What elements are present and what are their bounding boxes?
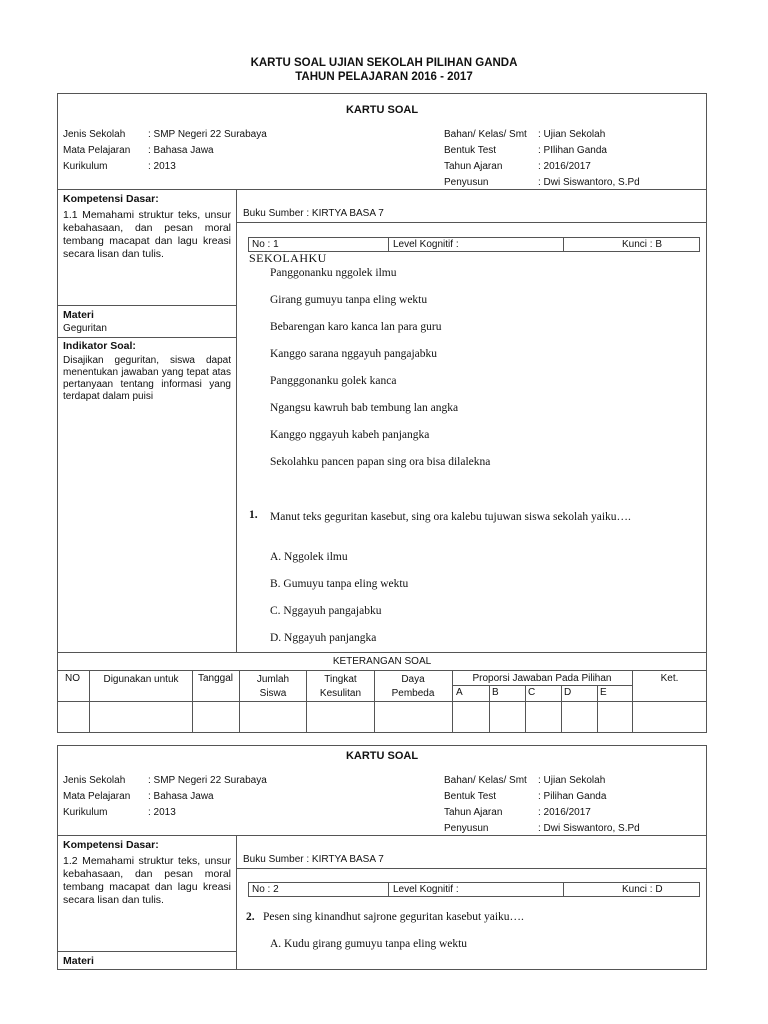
column-divider <box>236 189 237 652</box>
column-divider <box>561 685 562 733</box>
divider <box>57 835 707 836</box>
poem-line: Ngangsu kawruh bab tembung lan angka <box>270 402 459 414</box>
card-title: KARTU SOAL <box>345 750 419 762</box>
column-divider <box>563 237 564 252</box>
kd-title: Kompetensi Dasar: <box>63 193 159 205</box>
choice-b: B <box>492 687 499 698</box>
info-label-bahan: Bahan/ Kelas/ Smt <box>444 775 527 786</box>
info-value-mata-pelajaran: : Bahasa Jawa <box>148 791 214 802</box>
option-d: D. Nggayuh panjangka <box>270 632 377 644</box>
question-text: Pesen sing kinandhut sajrone geguritan kasebut yaiku…. <box>263 911 524 923</box>
info-label-kurikulum: Kurikulum <box>63 807 108 818</box>
poem-line: Kanggo nggayuh kabeh panjangka <box>270 429 430 441</box>
info-value-penyusun: : Dwi Siswantoro, S.Pd <box>538 823 640 834</box>
poem-line: Panggonanku nggolek ilmu <box>270 267 397 279</box>
divider <box>57 951 236 952</box>
buku-sumber: Buku Sumber : KIRTYA BASA 7 <box>243 208 384 219</box>
divider <box>236 868 707 869</box>
column-divider <box>388 237 389 252</box>
kd-title: Kompetensi Dasar: <box>63 839 159 851</box>
poem-line: Sekolahku pancen papan sing ora bisa dilalekna <box>270 456 491 468</box>
kd-text: 1.2 Memahami struktur teks, unsur kebahasaan, dan pesan moral tembang macapat dan lagu kreasi secara lisan dan tulis. <box>63 855 231 906</box>
info-value-penyusun: : Dwi Siswantoro, S.Pd <box>538 177 640 188</box>
column-divider <box>374 670 375 733</box>
col-header-no: NO <box>65 673 80 684</box>
col-header-tanggal: Tanggal <box>197 673 234 684</box>
choice-c: C <box>528 687 536 698</box>
divider <box>236 222 707 223</box>
question-number: No : 2 <box>252 884 279 895</box>
column-divider <box>388 882 389 897</box>
divider <box>57 670 707 671</box>
choice-a: A <box>456 687 463 698</box>
info-label-mata-pelajaran: Mata Pelajaran <box>63 145 131 156</box>
info-value-kurikulum: : 2013 <box>148 161 176 172</box>
info-label-jenis-sekolah: Jenis Sekolah <box>63 775 126 786</box>
info-label-mata-pelajaran: Mata Pelajaran <box>63 791 131 802</box>
page-subtitle: TAHUN PELAJARAN 2016 - 2017 <box>295 71 473 83</box>
poem-line: Girang gumuyu tanpa eling wektu <box>270 294 428 306</box>
option-b: B. Gumuyu tanpa eling wektu <box>270 578 409 590</box>
option-a: A. Nggolek ilmu <box>270 551 348 563</box>
column-divider <box>563 882 564 897</box>
info-value-bentuk-test: : PIlihan Ganda <box>538 145 607 156</box>
page-title: KARTU SOAL UJIAN SEKOLAH PILIHAN GANDA <box>250 57 518 69</box>
info-value-kurikulum: : 2013 <box>148 807 176 818</box>
choice-e: E <box>600 687 607 698</box>
info-label-bentuk-test: Bentuk Test <box>444 791 497 802</box>
info-label-penyusun: Penyusun <box>444 177 489 188</box>
info-value-tahun-ajaran: : 2016/2017 <box>538 161 591 172</box>
info-value-tahun-ajaran: : 2016/2017 <box>538 807 591 818</box>
question-text: Manut teks geguritan kasebut, sing ora kalebu tujuwan siswa sekolah yaiku…. <box>270 511 631 523</box>
info-label-kurikulum: Kurikulum <box>63 161 108 172</box>
divider <box>57 337 236 338</box>
kunci-jawaban: Kunci : B <box>622 239 663 250</box>
poem-line: Bebarengan karo kanca lan para guru <box>270 321 442 333</box>
column-divider <box>597 685 598 733</box>
poem-line: Kanggo sarana nggayuh pangajabku <box>270 348 438 360</box>
question-num: 2. <box>246 911 255 923</box>
col-header-proporsi: Proporsi Jawaban Pada Pilihan <box>472 673 612 684</box>
divider <box>452 685 632 686</box>
info-label-bahan: Bahan/ Kelas/ Smt <box>444 129 527 140</box>
col-header-daya: Daya Pembeda <box>391 674 435 699</box>
info-label-tahun-ajaran: Tahun Ajaran <box>444 161 503 172</box>
poem-line: Pangggonanku golek kanca <box>270 375 397 387</box>
indikator-text: Disajikan geguritan, siswa dapat menentukan jawaban yang tepat atas pertanyaan tentang informasi yang terdapat dalam puisi <box>63 355 231 402</box>
option-a: A. Kudu girang gumuyu tanpa eling wektu <box>270 938 468 950</box>
divider <box>57 652 707 653</box>
divider <box>57 305 236 306</box>
info-label-tahun-ajaran: Tahun Ajaran <box>444 807 503 818</box>
col-header-ket: Ket. <box>660 673 679 684</box>
keterangan-title: KETERANGAN SOAL <box>332 656 432 667</box>
divider <box>57 701 707 702</box>
column-divider <box>489 685 490 733</box>
level-kognitif: Level Kognitif : <box>393 884 459 895</box>
info-label-jenis-sekolah: Jenis Sekolah <box>63 129 126 140</box>
column-divider <box>525 685 526 733</box>
option-c: C. Nggayuh pangajabku <box>270 605 382 617</box>
info-value-jenis-sekolah: : SMP Negeri 22 Surabaya <box>148 775 267 786</box>
col-header-jumlah: Jumlah Siswa <box>256 674 290 699</box>
question-num: 1. <box>249 509 258 521</box>
indikator-title: Indikator Soal: <box>63 340 136 352</box>
info-value-jenis-sekolah: : SMP Negeri 22 Surabaya <box>148 129 267 140</box>
divider <box>57 189 707 190</box>
poem-title: SEKOLAHKU <box>249 251 327 265</box>
col-header-tingkat: Tingkat Kesulitan <box>319 674 362 699</box>
column-divider <box>236 835 237 970</box>
level-kognitif: Level Kognitif : <box>393 239 459 250</box>
choice-d: D <box>564 687 572 698</box>
question-number: No : 1 <box>252 239 279 250</box>
materi-title: Materi <box>63 955 94 967</box>
col-header-digunakan: Digunakan untuk <box>103 674 179 685</box>
info-value-bahan: : Ujian Sekolah <box>538 775 606 786</box>
materi-title: Materi <box>63 309 94 321</box>
info-label-bentuk-test: Bentuk Test <box>444 145 497 156</box>
info-value-bahan: : Ujian Sekolah <box>538 129 606 140</box>
kunci-jawaban: Kunci : D <box>622 884 663 895</box>
kd-text: 1.1 Memahami struktur teks, unsur kebahasaan, dan pesan moral tembang macapat dan lagu kreasi secara lisan dan tulis. <box>63 209 231 260</box>
info-label-penyusun: Penyusun <box>444 823 489 834</box>
column-divider <box>239 670 240 733</box>
info-value-mata-pelajaran: : Bahasa Jawa <box>148 145 214 156</box>
card-title: KARTU SOAL <box>345 104 419 116</box>
info-value-bentuk-test: : Pilihan Ganda <box>538 791 607 802</box>
materi-text: Geguritan <box>63 323 107 334</box>
buku-sumber: Buku Sumber : KIRTYA BASA 7 <box>243 854 384 865</box>
